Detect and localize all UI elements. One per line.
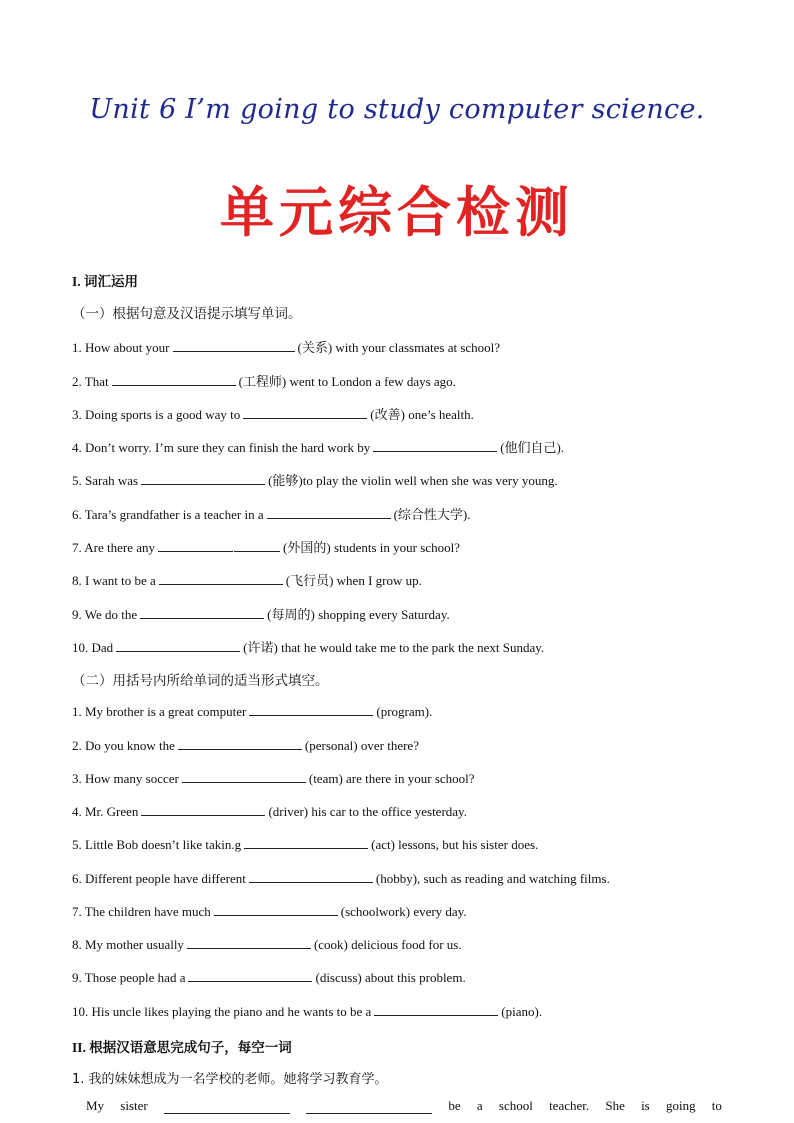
answer-blank[interactable]: [234, 539, 280, 552]
question-row: 4. Mr. Green (driver) his car to the office yesterday.: [72, 804, 467, 819]
answer-blank[interactable]: [187, 936, 311, 949]
answer-blank[interactable]: [112, 373, 236, 386]
part-2-heading: （二）用括号内所给单词的适当形式填空。: [72, 673, 329, 689]
unit-subtitle: 单元综合检测: [220, 181, 574, 244]
answer-blank[interactable]: [173, 339, 295, 352]
part-1-heading: （一）根据句意及汉语提示填写单词。: [72, 306, 302, 322]
answer-blank[interactable]: [140, 606, 264, 619]
question-row: 2. That (工程师) went to London a few days ago.: [72, 374, 456, 389]
answer-blank[interactable]: [188, 969, 312, 982]
translation-answer-line: My sister be a school teacher. She is going to: [86, 1098, 722, 1113]
question-row: 5. Little Bob doesn’t like takin.g (act) lessons, but his sister does.: [72, 837, 539, 852]
answer-blank[interactable]: [249, 703, 373, 716]
answer-blank[interactable]: [373, 439, 497, 452]
question-row: 2. Do you know the (personal) over there?: [72, 738, 419, 753]
answer-blank[interactable]: [164, 1101, 290, 1114]
question-row: 9. Those people had a (discuss) about this problem.: [72, 970, 466, 985]
question-row: 6. Different people have different (hobby), such as reading and watching films.: [72, 871, 610, 886]
section-1-heading: I. 词汇运用: [72, 274, 139, 289]
question-row: 8. My mother usually (cook) delicious food for us.: [72, 937, 462, 952]
answer-blank[interactable]: [243, 406, 367, 419]
answer-blank[interactable]: [267, 506, 391, 519]
answer-blank[interactable]: [116, 639, 240, 652]
translation-prompt: 1. 我的妹妹想成为一名学校的老师。她将学习教育学。: [72, 1072, 388, 1087]
question-row: 8. I want to be a (飞行员) when I grow up.: [72, 573, 422, 588]
question-row: 4. Don’t worry. I’m sure they can finish the hard work by (他们自己).: [72, 440, 565, 455]
question-row: 5. Sarah was (能够)to play the violin well when she was very young.: [72, 473, 558, 488]
answer-blank[interactable]: [141, 472, 265, 485]
answer-blank[interactable]: [306, 1101, 432, 1114]
question-row: 9. We do the (每周的) shopping every Saturday.: [72, 607, 450, 622]
answer-blank[interactable]: [374, 1003, 498, 1016]
question-row: 1. My brother is a great computer (program).: [72, 704, 433, 719]
question-row: 1. How about your (关系) with your classmates at school?: [72, 340, 501, 355]
question-row: 3. How many soccer (team) are there in your school?: [72, 771, 475, 786]
question-row: 10. Dad (许诺) that he would take me to the park the next Sunday.: [72, 640, 545, 655]
answer-blank[interactable]: [159, 572, 283, 585]
question-row: 7. Are there any (外国的) students in your school?: [72, 540, 460, 555]
answer-blank[interactable]: [214, 903, 338, 916]
section-2-heading: II. 根据汉语意思完成句子，每空一词: [72, 1040, 292, 1055]
answer-blank[interactable]: [158, 539, 233, 552]
answer-blank[interactable]: [249, 870, 373, 883]
question-row: 3. Doing sports is a good way to (改善) one’s health.: [72, 407, 474, 422]
question-row: 6. Tara’s grandfather is a teacher in a (综合性大学).: [72, 507, 471, 522]
answer-blank[interactable]: [182, 770, 306, 783]
question-row: 10. His uncle likes playing the piano and he wants to be a (piano).: [72, 1004, 543, 1019]
answer-blank[interactable]: [141, 803, 265, 816]
unit-title: Unit 6 I’m going to study computer science.: [89, 94, 705, 125]
answer-blank[interactable]: [244, 836, 368, 849]
answer-blank[interactable]: [178, 737, 302, 750]
question-row: 7. The children have much (schoolwork) every day.: [72, 904, 467, 919]
